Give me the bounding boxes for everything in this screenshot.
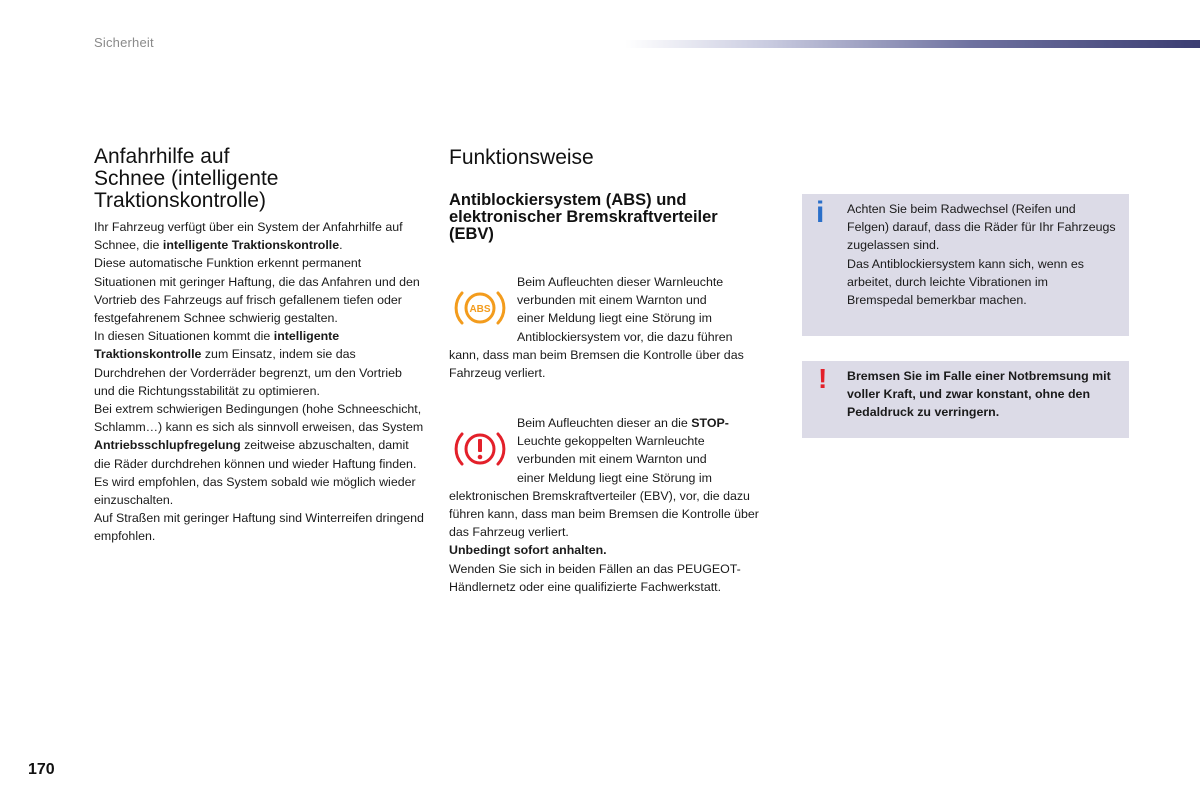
paragraph-text: Bei extrem schwierigen Bedingungen (hohe Schneeschicht, Schlamm…) kann es sich als sinnvoll erweisen, das System bbox=[94, 402, 424, 435]
paragraph-text: Es wird empfohlen, das System sobald wie möglich wieder einzuschalten. bbox=[94, 474, 416, 508]
stop-warning-block bbox=[449, 414, 779, 596]
info-note-box bbox=[802, 194, 1129, 336]
note-text: Achten Sie beim Radwechsel (Reifen und Felgen) darauf, dass die Räder für Ihr Fahrzeugs zugelassen sind. bbox=[847, 202, 1116, 253]
warning-note-text: Bremsen Sie im Falle einer Notbremsung mit voller Kraft, und zwar konstant, ohne den Pedaldruck zu verringern. bbox=[847, 369, 1111, 420]
text-line: kann, dass man beim Bremsen die Kontrolle über das Fahrzeug verliert. bbox=[449, 347, 744, 381]
brake-warning-icon bbox=[453, 426, 507, 472]
paragraph-text: zeitweise abzuschalten, damit die Räder durchdrehen können und wieder Haftung finden. bbox=[94, 438, 417, 471]
abs-icon-label: ABS bbox=[469, 304, 491, 315]
paragraph-text: Auf Straßen mit geringer Haftung sind Winterreifen dringend empfohlen. bbox=[94, 511, 424, 544]
subtitle-line: Antiblockiersystem (ABS) und bbox=[449, 191, 687, 209]
section-title-line: Anfahrhilfe auf bbox=[94, 145, 230, 168]
text-line: Antiblockiersystem vor, die dazu führen bbox=[517, 329, 733, 344]
section-title bbox=[94, 146, 424, 212]
section-title-line: Schnee (intelligente bbox=[94, 167, 279, 190]
header-gradient-bar bbox=[625, 40, 1200, 48]
bold-term: intelligente Traktionskontrolle bbox=[94, 329, 340, 362]
section-label: Sicherheit bbox=[94, 35, 154, 50]
middle-column bbox=[449, 146, 779, 170]
text-line: Leuchte gekoppelten Warnleuchte bbox=[517, 434, 705, 449]
abs-warning-icon bbox=[453, 285, 507, 331]
text-fragment: Beim Aufleuchten dieser an die bbox=[517, 416, 692, 430]
text-line: verbunden mit einem Warnton und bbox=[517, 452, 707, 467]
info-note-text bbox=[847, 200, 1117, 309]
left-column bbox=[94, 146, 424, 546]
abs-subtitle bbox=[449, 192, 769, 243]
paragraph-text: Ihr Fahrzeug verfügt über ein System der Anfahrhilfe auf Schnee, die bbox=[94, 220, 403, 253]
function-title: Funktionsweise bbox=[449, 146, 594, 169]
text-line: Wenden Sie sich in beiden Fällen an das PEUGEOT-Händlernetz oder eine qualifizierte Fachwerkstatt. bbox=[449, 561, 741, 594]
paragraph-text: zum Einsatz, indem sie das Durchdrehen der Vorderräder begrenzt, um den Vortrieb und die Richtungsstabilität zu optimieren. bbox=[94, 347, 402, 398]
abs-warning-block bbox=[449, 273, 779, 382]
text-line: elektronischen Bremskraftverteiler (EBV), vor, die dazu führen kann, dass man beim Bremsen die Kontrolle über das Fahrzeug verliert. bbox=[449, 488, 759, 540]
text-line: verbunden mit einem Warnton und bbox=[517, 293, 707, 308]
bold-term: STOP- bbox=[691, 416, 729, 430]
text-line: einer Meldung liegt eine Störung im bbox=[517, 311, 712, 326]
page-number: 170 bbox=[28, 761, 55, 778]
info-icon: i bbox=[816, 196, 825, 229]
bold-term: intelligente Traktionskontrolle bbox=[162, 238, 340, 253]
paragraph-text: . bbox=[339, 238, 343, 253]
paragraph-text: Diese automatische Funktion erkennt permanent Situationen mit geringer Haftung, die das Anfahren und den Vortrieb des Fahrzeugs auf frisch gefallenem tiefen oder festgefahrenem Schnee schwierig gestalten. bbox=[94, 256, 420, 326]
text-line: einer Meldung liegt eine Störung im bbox=[517, 470, 712, 485]
bold-instruction: Unbedingt sofort anhalten. bbox=[449, 543, 607, 558]
paragraph-text: In diesen Situationen kommt die bbox=[94, 329, 274, 344]
note-text: Das Antiblockiersystem kann sich, wenn es arbeitet, durch leichte Vibrationen im Bremspedal bemerkbar machen. bbox=[847, 256, 1084, 308]
section-title-line: Traktionskontrolle) bbox=[94, 189, 266, 212]
paragraph bbox=[94, 218, 424, 546]
exclamation-icon: ! bbox=[818, 363, 828, 394]
bold-term: Antriebsschlupfregelung bbox=[94, 438, 241, 453]
text-line: Beim Aufleuchten dieser Warnleuchte bbox=[517, 275, 724, 289]
subtitle-line: elektronischer Bremskraftverteiler bbox=[449, 208, 718, 226]
warning-note-box bbox=[802, 361, 1129, 438]
subtitle-line: (EBV) bbox=[449, 225, 494, 243]
